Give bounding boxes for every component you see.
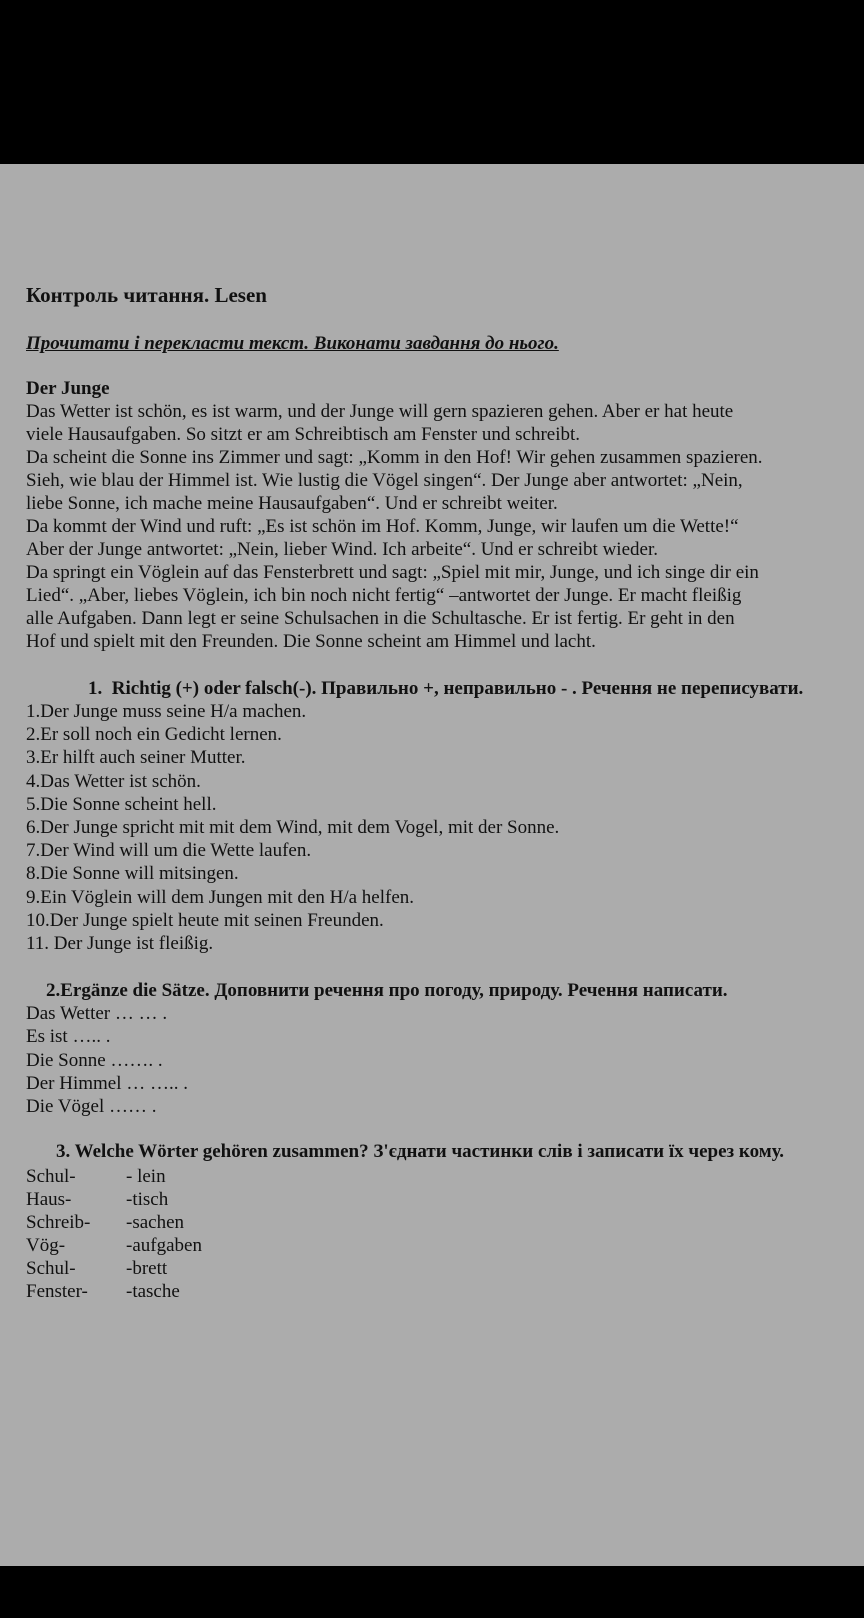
list-item: 1.Der Junge muss seine H/a machen. xyxy=(26,701,307,722)
story-title: Der Junge xyxy=(26,378,110,399)
list-item: 7.Der Wind will um die Wette laufen. xyxy=(26,840,312,862)
document-content xyxy=(26,282,846,1303)
word-part-left: Schul- xyxy=(26,1166,76,1188)
list-item: 5.Die Sonne scheint hell. xyxy=(26,793,217,815)
word-part-right: -brett xyxy=(126,1258,168,1280)
word-pair-row xyxy=(26,1188,846,1211)
story-line: alle Aufgaben. Dann legt er seine Schulsachen in die Schultasche. Er ist fertig. Er geht in den xyxy=(26,608,735,629)
word-part-right: - lein xyxy=(126,1166,166,1188)
word-part-left: Schul- xyxy=(26,1258,76,1280)
task3-heading: 3. Welche Wörter gehören zusammen? З'єднати частинки слів і записати їх через кому. xyxy=(56,1141,785,1163)
story-line: Das Wetter ist schön, es ist warm, und der Junge will gern spazieren gehen. Aber er hat heute xyxy=(26,401,734,422)
story-line: liebe Sonne, ich mache meine Hausaufgaben“. Und er schreibt weiter. xyxy=(26,493,558,514)
bottom-black-bar xyxy=(0,1566,864,1618)
word-pair-row xyxy=(26,1234,846,1257)
word-part-right: -tisch xyxy=(126,1189,169,1211)
list-item: Die Vögel …… . xyxy=(26,1096,157,1118)
word-pair-row xyxy=(26,1257,846,1280)
story-line: Aber der Junge antwortet: „Nein, lieber Wind. Ich arbeite“. Und er schreibt wieder. xyxy=(26,539,658,560)
instruction: Прочитати і перекласти текст. Виконати завдання до нього. xyxy=(26,333,559,354)
list-item: 9.Ein Vöglein will dem Jungen mit den H/a helfen. xyxy=(26,886,415,908)
task1-heading: 1. Richtig (+) oder falsch(-). Правильно +, неправильно - . Речення не переписувати. xyxy=(88,678,804,699)
story-line: Da kommt der Wind und ruft: „Es ist schön im Hof. Komm, Junge, wir laufen um die Wette!“ xyxy=(26,516,739,537)
story-line: Lied“. „Aber, liebes Vöglein, ich bin noch nicht fertig“ –antwortet der Junge. Er macht fleißig xyxy=(26,585,742,606)
word-pair-row xyxy=(26,1165,846,1188)
task2-list xyxy=(26,1002,846,1118)
word-pair-row xyxy=(26,1211,846,1234)
list-item: Es ist ….. . xyxy=(26,1026,111,1048)
list-item: 8.Die Sonne will mitsingen. xyxy=(26,863,239,885)
story-line: viele Hausaufgaben. So sitzt er am Schreibtisch am Fenster und schreibt. xyxy=(26,424,581,445)
word-part-left: Haus- xyxy=(26,1189,72,1211)
list-item: 11. Der Junge ist fleißig. xyxy=(26,933,214,955)
word-pair-row xyxy=(26,1280,846,1303)
story-text xyxy=(26,400,846,653)
list-item: 10.Der Junge spielt heute mit seinen Freunden. xyxy=(26,909,384,931)
story-line: Hof und spielt mit den Freunden. Die Sonne scheint am Himmel und lacht. xyxy=(26,631,596,652)
word-part-left: Schreib- xyxy=(26,1212,91,1234)
list-item: Der Himmel … ….. . xyxy=(26,1072,189,1094)
story-line: Sieh, wie blau der Himmel ist. Wie lustig die Vögel singen“. Der Junge aber antwortet: „Nein, xyxy=(26,470,743,491)
story-line: Da springt ein Vöglein auf das Fensterbrett und sagt: „Spiel mit mir, Junge, und ich singe dir ein xyxy=(26,562,759,583)
list-item: Das Wetter … … . xyxy=(26,1003,168,1025)
word-part-right: -sachen xyxy=(126,1212,185,1234)
list-item: 6.Der Junge spricht mit mit dem Wind, mit dem Vogel, mit der Sonne. xyxy=(26,817,560,839)
task3-word-pairs xyxy=(26,1165,846,1303)
story-line: Da scheint die Sonne ins Zimmer und sagt: „Komm in den Hof! Wir gehen zusammen spazieren. xyxy=(26,447,763,468)
word-part-right: -tasche xyxy=(126,1281,180,1303)
list-item: 2.Er soll noch ein Gedicht lernen. xyxy=(26,724,282,746)
word-part-left: Vög- xyxy=(26,1235,66,1257)
task1-list xyxy=(26,700,846,955)
word-part-left: Fenster- xyxy=(26,1281,88,1303)
task2-heading: 2.Ergänze die Sätze. Доповнити речення про погоду, природу. Речення написати. xyxy=(46,980,728,1002)
word-part-right: -aufgaben xyxy=(126,1235,202,1257)
list-item: 3.Er hilft auch seiner Mutter. xyxy=(26,747,246,769)
document-page xyxy=(0,164,864,1566)
top-black-bar xyxy=(0,0,864,164)
list-item: 4.Das Wetter ist schön. xyxy=(26,770,201,792)
list-item: Die Sonne ……. . xyxy=(26,1049,163,1071)
page-title: Контроль читання. Lesen xyxy=(26,283,267,307)
